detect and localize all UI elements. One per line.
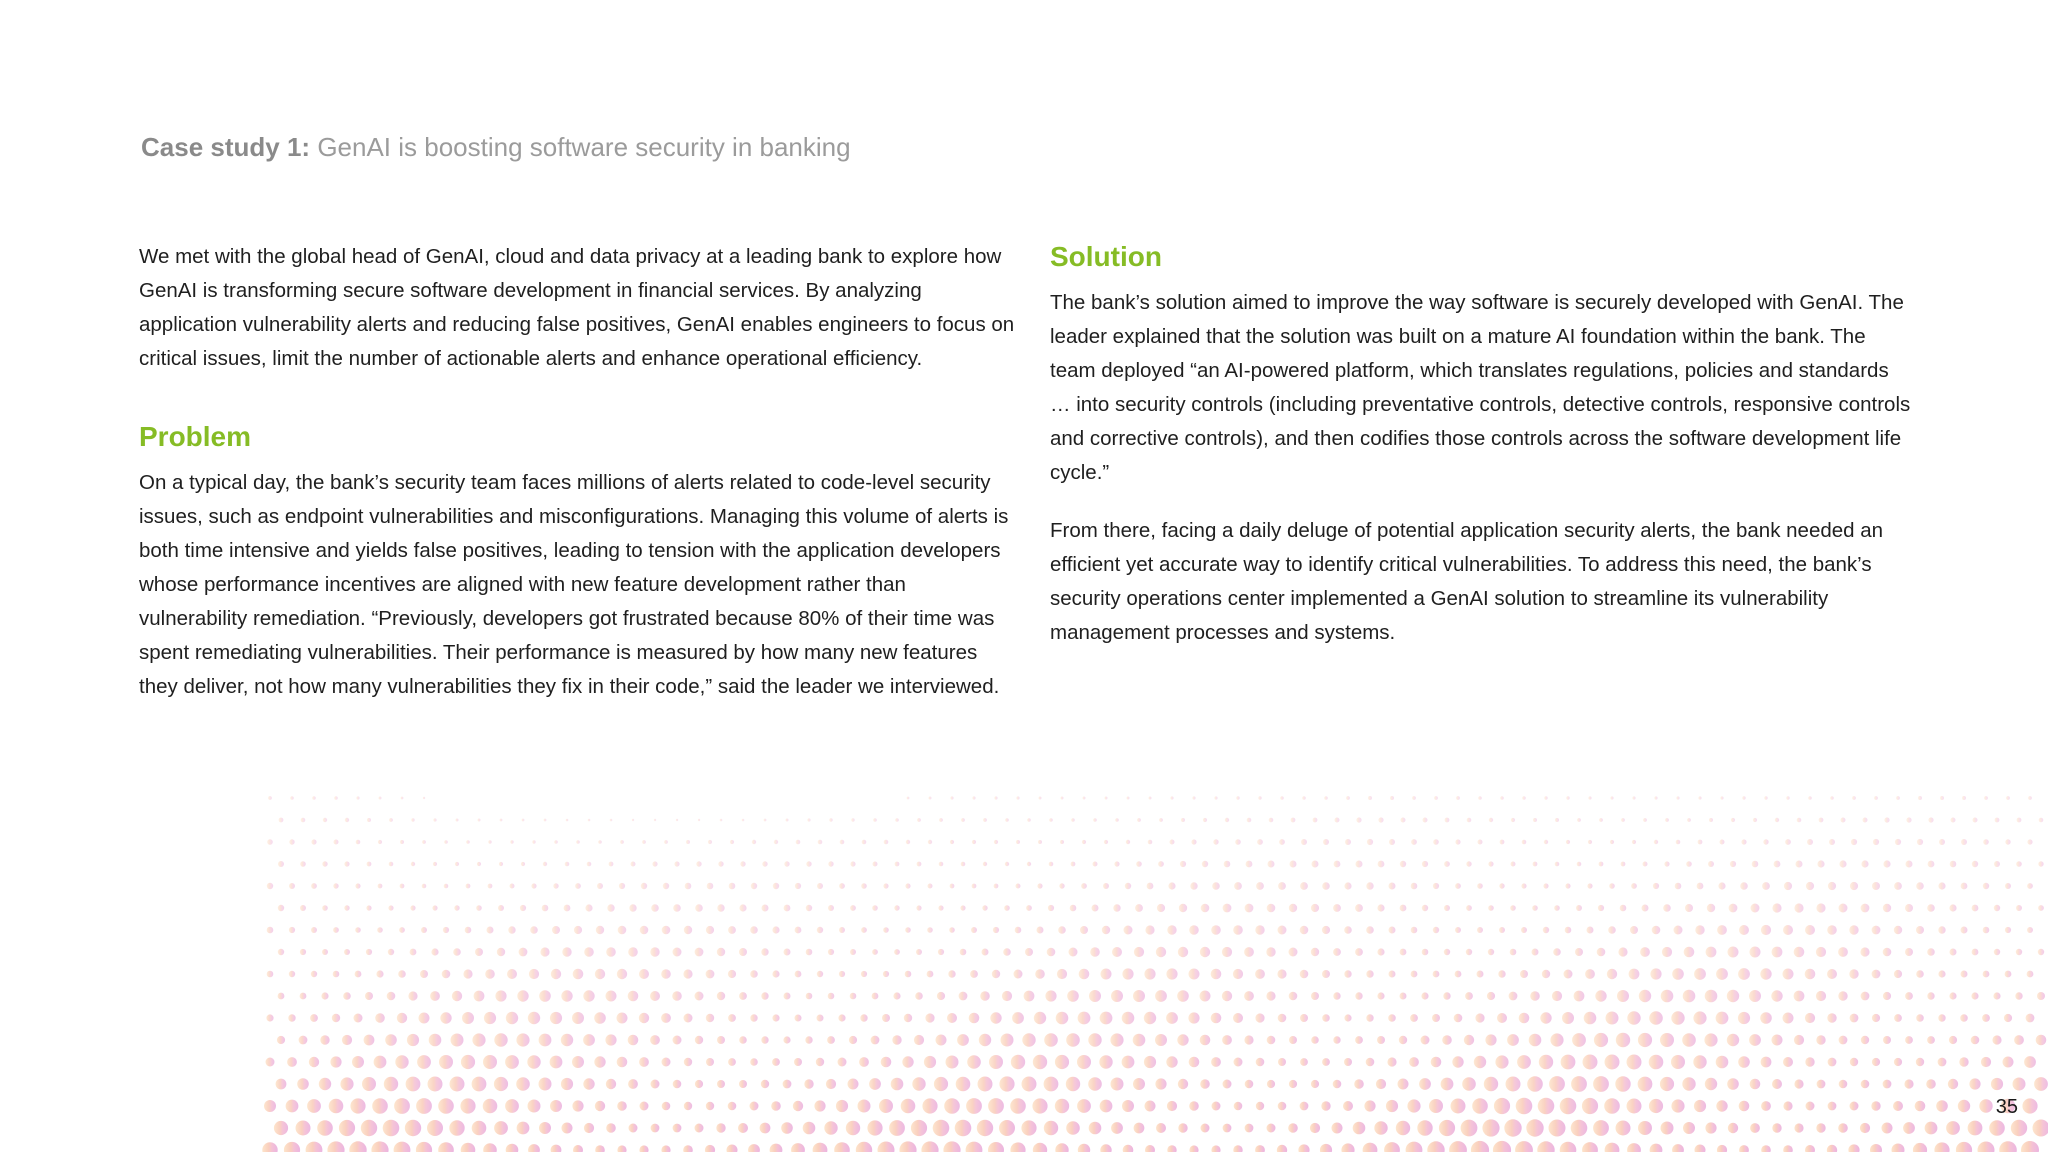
page-number: 35: [1995, 1096, 2018, 1118]
page-title: [141, 132, 851, 163]
case-study-title: GenAI is boosting software security in banking: [317, 132, 851, 162]
problem-paragraph: On a typical day, the bank’s security team faces millions of alerts related to code-level security issues, such as endpoint vulnerabilities and misconfigurations. Managing this volume of alerts is both time intensive and yields false positives, leading to tension with the application developers whose performance incentives are aligned with new feature development rather than vulnerability remediation. “Previously, developers got frustrated because 80% of their time was spent remediating vulnerabilities. Their performance is measured by how many new features they deliver, not how many vulnerabilities they fix in their code,” said the leader we interviewed.: [139, 471, 1009, 698]
left-column: [139, 240, 1019, 704]
problem-heading: Problem: [139, 421, 252, 452]
solution-paragraph-1: The bank’s solution aimed to improve the way software is securely developed with GenAI. The leader explained that the solution was built on a mature AI foundation within the bank. The team deployed “an AI-powered platform, which translates regulations, policies and standards … into security controls (including preventative controls, detective controls, responsive controls and corrective controls), and then codifies those controls across the software development life cycle.”: [1050, 291, 1911, 484]
intro-paragraph: We met with the global head of GenAI, cloud and data privacy at a leading bank to explore how GenAI is transforming secure software development in financial services. By analyzing application vulnerability alerts and reducing false positives, GenAI enables engineers to focus on critical issues, limit the number of actionable alerts and enhance operational efficiency.: [139, 245, 1015, 370]
case-study-label: Case study 1:: [141, 132, 311, 162]
solution-heading: Solution: [1050, 241, 1162, 272]
solution-paragraph-2: From there, facing a daily deluge of potential application security alerts, the bank needed an efficient yet accurate way to identify critical vulnerabilities. To address this need, the bank’s security operations center implemented a GenAI solution to streamline its vulnerability management processes and systems.: [1050, 519, 1884, 644]
right-column: [1050, 240, 1912, 650]
